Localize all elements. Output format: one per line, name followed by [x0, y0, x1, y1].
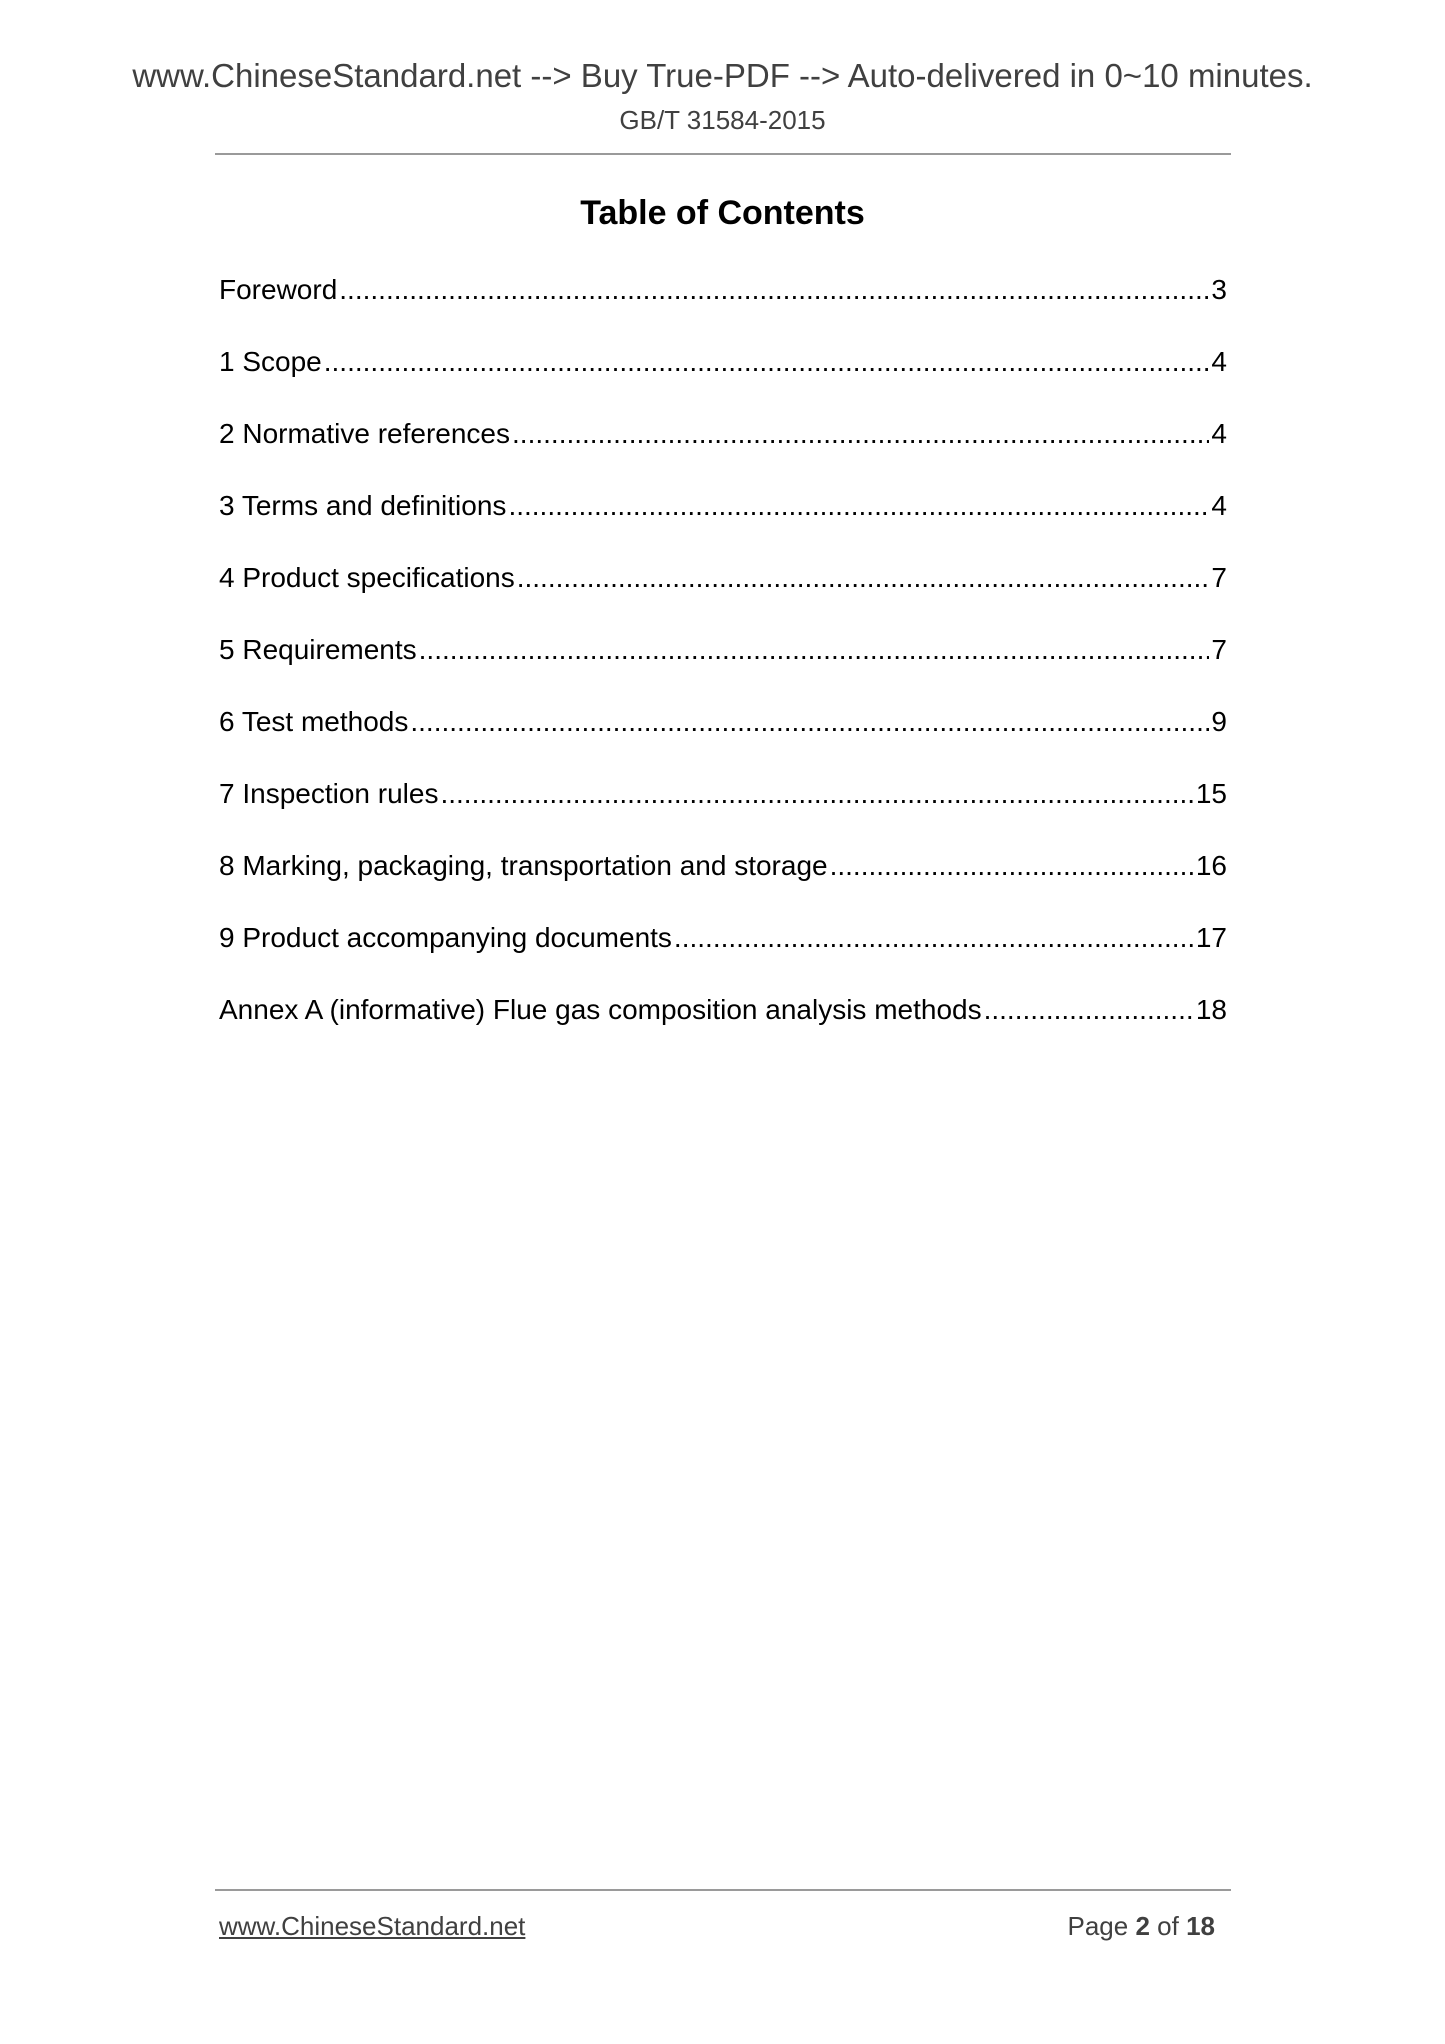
toc-leader-dots	[674, 918, 1194, 958]
toc-entry-label: 2 Normative references	[219, 418, 511, 449]
toc-entry-page: 18	[1195, 994, 1227, 1025]
page-of: of	[1157, 1911, 1179, 1941]
toc-entry-test-methods[interactable]	[219, 702, 1227, 774]
toc-leader-dots	[324, 342, 1210, 382]
toc-leader-dots	[984, 990, 1194, 1030]
toc-leader-dots	[512, 414, 1209, 454]
toc-entry-page: 3	[1211, 274, 1227, 305]
toc-entry-page: 4	[1211, 418, 1227, 449]
toc-entry-product-specifications[interactable]	[219, 558, 1227, 630]
toc-entry-label: 4 Product specifications	[219, 562, 515, 593]
footer-divider	[215, 1889, 1231, 1891]
page-title: Table of Contents	[580, 194, 865, 232]
toc-entry-requirements[interactable]	[219, 630, 1227, 702]
toc-entry-label: 9 Product accompanying documents	[219, 922, 672, 953]
toc-entry-page: 7	[1211, 562, 1227, 593]
toc-entry-label: 3 Terms and definitions	[219, 490, 507, 521]
toc-entry-scope[interactable]	[219, 342, 1227, 414]
toc-entry-marking-packaging[interactable]	[219, 846, 1227, 918]
toc-entry-page: 9	[1211, 706, 1227, 737]
toc-entry-page: 4	[1211, 490, 1227, 521]
toc-entry-page: 15	[1195, 778, 1227, 809]
header-divider	[215, 153, 1231, 155]
toc-entry-label: 6 Test methods	[219, 706, 409, 737]
toc-list	[219, 270, 1227, 1062]
toc-leader-dots	[339, 270, 1209, 310]
footer-site-link[interactable]: www.ChineseStandard.net	[219, 1911, 526, 1941]
toc-entry-page: 7	[1211, 634, 1227, 665]
toc-leader-dots	[410, 702, 1209, 742]
toc-entry-label: Annex A (informative) Flue gas composition analysis methods	[219, 994, 982, 1025]
toc-entry-label: 1 Scope	[219, 346, 322, 377]
current-page-number: 2	[1135, 1911, 1150, 1941]
toc-leader-dots	[517, 558, 1210, 598]
toc-entry-page: 17	[1195, 922, 1227, 953]
toc-leader-dots	[508, 486, 1209, 526]
toc-leader-dots	[830, 846, 1194, 886]
toc-entry-inspection-rules[interactable]	[219, 774, 1227, 846]
toc-entry-label: 5 Requirements	[219, 634, 417, 665]
header-banner: www.ChineseStandard.net --> Buy True-PDF --> Auto-delivered in 0~10 minutes.	[132, 57, 1313, 94]
toc-entry-label: 7 Inspection rules	[219, 778, 439, 809]
toc-entry-page: 4	[1211, 346, 1227, 377]
toc-entry-label: Foreword	[219, 274, 338, 305]
toc-entry-normative-references[interactable]	[219, 414, 1227, 486]
total-page-number: 18	[1186, 1911, 1215, 1941]
toc-entry-terms-and-definitions[interactable]	[219, 486, 1227, 558]
toc-entry-accompanying-documents[interactable]	[219, 918, 1227, 990]
toc-entry-page: 16	[1195, 850, 1227, 881]
toc-entry-label: 8 Marking, packaging, transportation and storage	[219, 850, 828, 881]
toc-leader-dots	[419, 630, 1210, 670]
toc-entry-foreword[interactable]	[219, 270, 1227, 342]
page-indicator	[1067, 1909, 1215, 1943]
document-code: GB/T 31584-2015	[619, 105, 826, 135]
toc-leader-dots	[440, 774, 1193, 814]
page-prefix: Page	[1067, 1911, 1129, 1941]
toc-entry-annex-a[interactable]	[219, 990, 1227, 1062]
